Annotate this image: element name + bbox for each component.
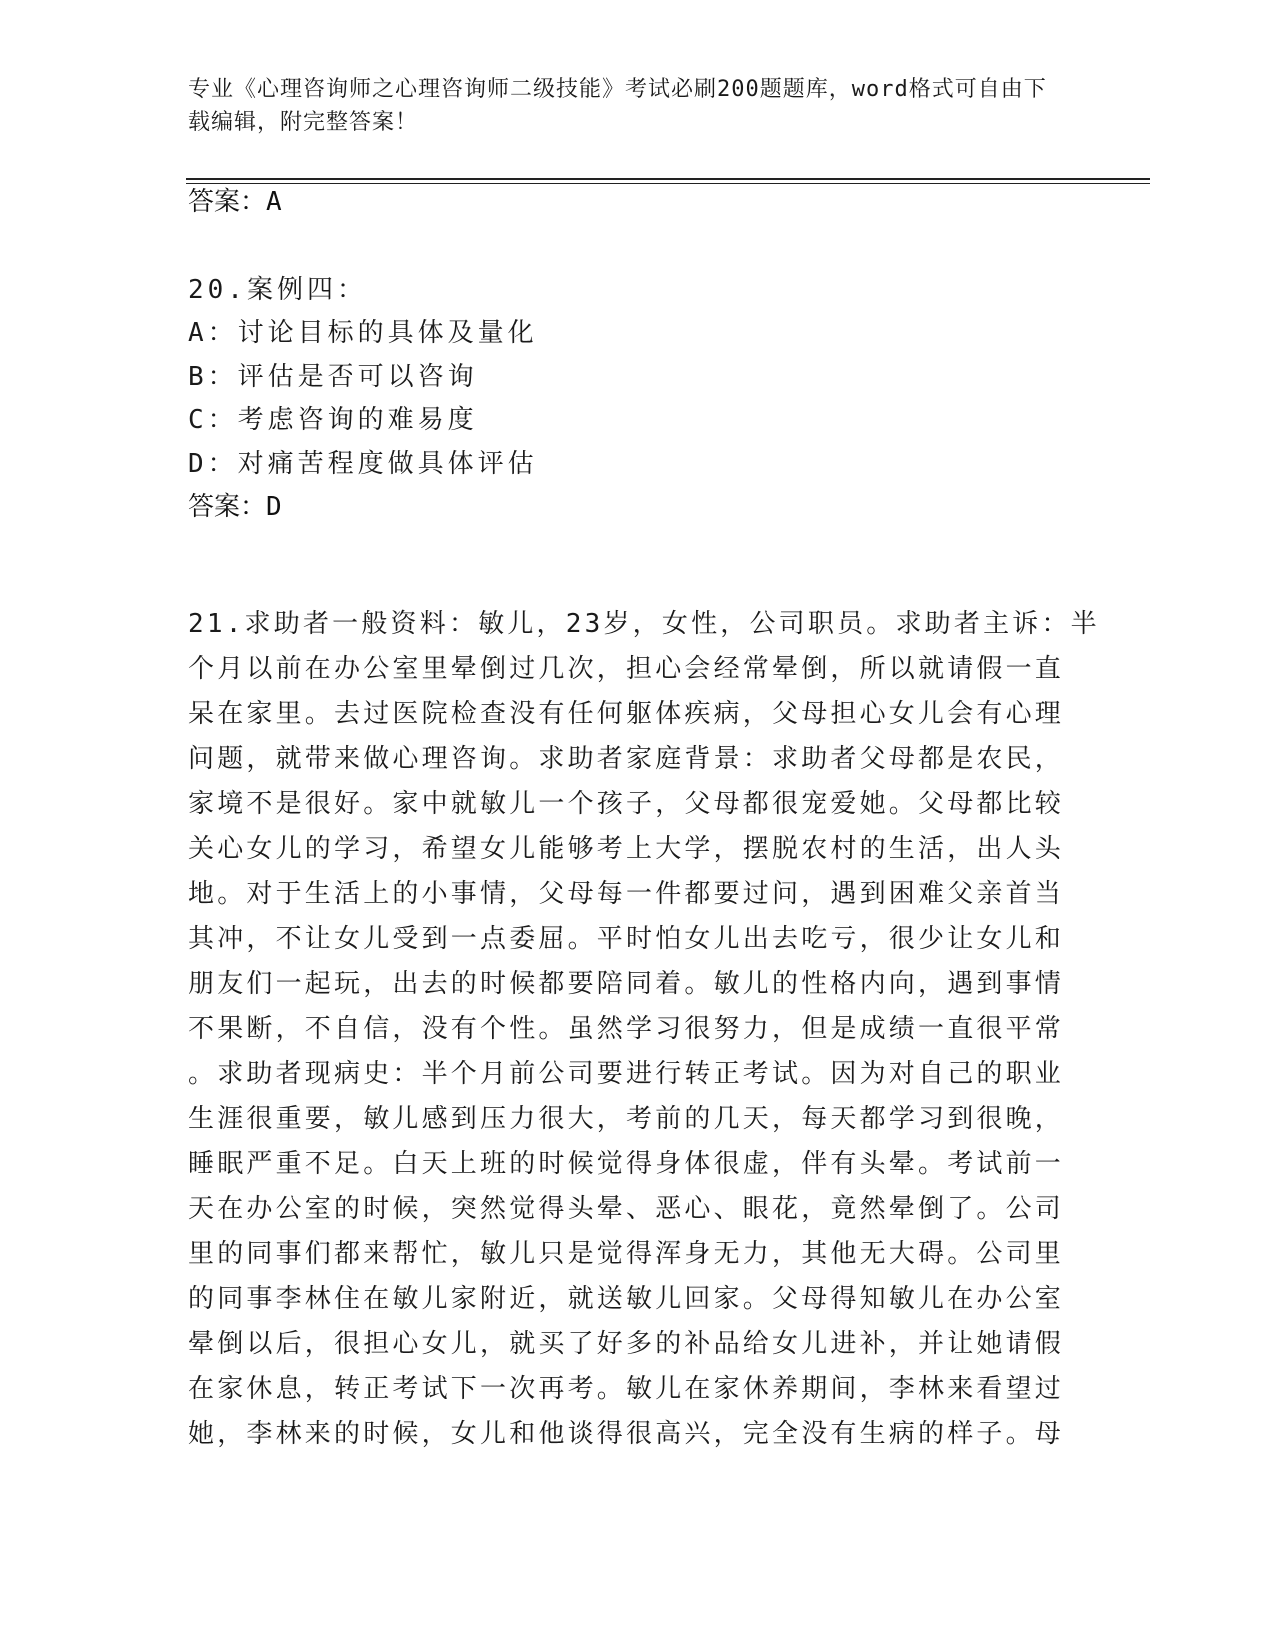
paragraph-line: 生涯很重要，敏儿感到压力很大，考前的几天，每天都学习到很晚，	[188, 1104, 1065, 1134]
answer-value: D	[266, 492, 282, 522]
paragraph-line: 其冲，不让女儿受到一点委屈。平时怕女儿出去吃亏，很少让女儿和	[188, 924, 1065, 954]
paragraph-line: 睡眠严重不足。白天上班的时候觉得身体很虚，伴有头晕。考试前一	[188, 1149, 1065, 1179]
paragraph-line: 地。对于生活上的小事情，父母每一件都要过问，遇到困难父亲首当	[188, 879, 1065, 909]
paragraph-line: 的同事李林住在敏儿家附近，就送敏儿回家。父母得知敏儿在办公室	[188, 1284, 1065, 1314]
paragraph-line: 朋友们一起玩，出去的时候都要陪同着。敏儿的性格内向，遇到事情	[188, 969, 1065, 999]
answer-label: 答案：	[188, 492, 267, 522]
paragraph-line: 21.求助者一般资料：敏儿，23岁，女性，公司职员。求助者主诉：半	[188, 609, 1100, 639]
paragraph-line: 她，李林来的时候，女儿和他谈得很高兴，完全没有生病的样子。母	[188, 1419, 1065, 1449]
paragraph-line: 家境不是很好。家中就敏儿一个孩子，父母都很宠爱她。父母都比较	[188, 789, 1065, 819]
answer-label: 答案：	[188, 187, 267, 217]
previous-answer	[188, 182, 282, 222]
answer-value: A	[266, 187, 282, 217]
paragraph-line: 天在办公室的时候，突然觉得头晕、恶心、眼花，竟然晕倒了。公司	[188, 1194, 1065, 1224]
paragraph-line: 问题，就带来做心理咨询。求助者家庭背景：求助者父母都是农民，	[188, 744, 1065, 774]
question-20-option-b: B：评估是否可以咨询	[188, 362, 478, 392]
question-20-title: 20.案例四：	[188, 275, 367, 305]
paragraph-line: 个月以前在办公室里晕倒过几次，担心会经常晕倒，所以就请假一直	[188, 654, 1065, 684]
question-20-option-c: C：考虑咨询的难易度	[188, 405, 478, 435]
paragraph-line: 呆在家里。去过医院检查没有任何躯体疾病，父母担心女儿会有心理	[188, 699, 1065, 729]
paragraph-line: 晕倒以后，很担心女儿，就买了好多的补品给女儿进补，并让她请假	[188, 1329, 1065, 1359]
document-header: 专业《心理咨询师之心理咨询师二级技能》考试必刷200题题库，word格式可自由下载编辑，附完整答案！	[188, 77, 1047, 135]
header-divider-thin	[186, 183, 1150, 184]
question-21-body	[188, 602, 1100, 1457]
header-divider-thick	[186, 178, 1150, 180]
paragraph-line: 关心女儿的学习，希望女儿能够考上大学，摆脱农村的生活，出人头	[188, 834, 1065, 864]
paragraph-line: 里的同事们都来帮忙，敏儿只是觉得浑身无力，其他无大碍。公司里	[188, 1239, 1065, 1269]
question-20-option-a: A：讨论目标的具体及量化	[188, 318, 538, 348]
paragraph-line: 。求助者现病史：半个月前公司要进行转正考试。因为对自己的职业	[188, 1059, 1065, 1089]
question-20-answer	[188, 487, 282, 527]
question-20-option-d: D：对痛苦程度做具体评估	[188, 449, 538, 479]
paragraph-line: 不果断，不自信，没有个性。虽然学习很努力，但是成绩一直很平常	[188, 1014, 1065, 1044]
paragraph-line: 在家休息，转正考试下一次再考。敏儿在家休养期间，李林来看望过	[188, 1374, 1065, 1404]
